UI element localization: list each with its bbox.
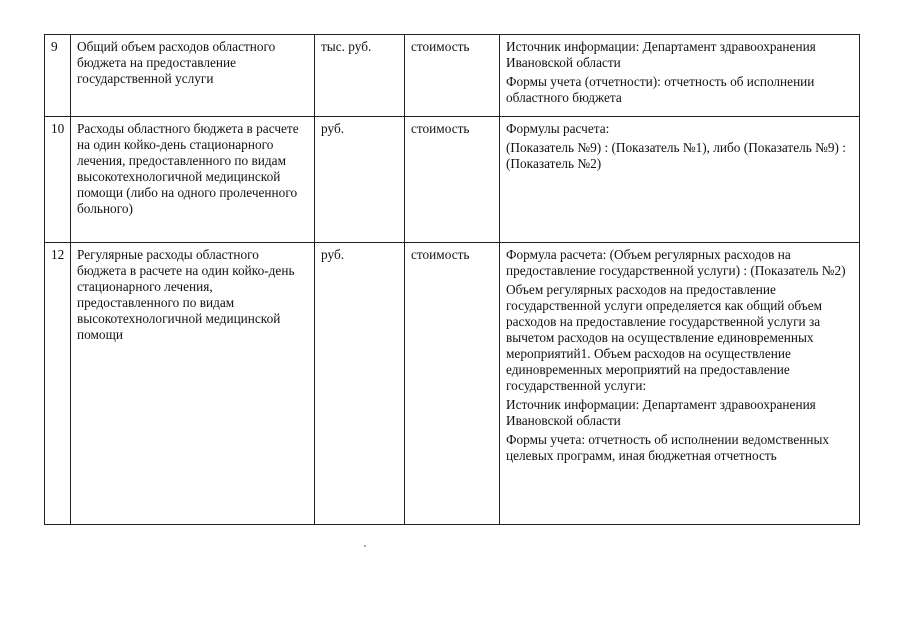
row-number: 12 xyxy=(45,243,71,525)
source-details xyxy=(500,35,860,117)
scan-speck xyxy=(364,545,366,547)
detail-paragraph: (Показатель №9) : (Показатель №1), либо (Показатель №9) : (Показатель №2) xyxy=(506,140,846,171)
detail-paragraph: Объем регулярных расходов на предоставление государственной услуги определяется как общий объем расходов на предоставление государственной услуги за вычетом расходов на осуществление единовременных мероприятий1. Объем расходов на осуществление единовременных мероприятий на предоставление государственной услуги: xyxy=(506,282,823,393)
indicator-name: Регулярные расходы областного бюджета в расчете на один койко-день стационарного лечения, предоставленного по видам высокотехнологичной медицинской помощи xyxy=(71,243,315,525)
unit-of-measure: тыс. руб. xyxy=(315,35,405,117)
detail-paragraph: Источник информации: Департамент здравоохранения Ивановской области xyxy=(506,39,816,70)
detail-paragraph: Формулы расчета: xyxy=(506,121,610,136)
row-number: 9 xyxy=(45,35,71,117)
table-row xyxy=(45,117,860,243)
indicator-type: стоимость xyxy=(405,35,500,117)
unit-of-measure: руб. xyxy=(315,243,405,525)
row-number: 10 xyxy=(45,117,71,243)
indicator-name: Общий объем расходов областного бюджета на предоставление государственной услуги xyxy=(71,35,315,117)
source-details xyxy=(500,243,860,525)
source-details xyxy=(500,117,860,243)
unit-of-measure: руб. xyxy=(315,117,405,243)
detail-paragraph: Формы учета: отчетность об исполнении ведомственных целевых программ, иная бюджетная отчетность xyxy=(506,432,830,463)
table-row xyxy=(45,243,860,525)
indicators-table xyxy=(44,34,860,525)
indicator-type: стоимость xyxy=(405,243,500,525)
table-row xyxy=(45,35,860,117)
indicator-name: Расходы областного бюджета в расчете на один койко-день стационарного лечения, предоставленного по видам высокотехнологичной медицинской помощи (либо на одного пролеченного больного) xyxy=(71,117,315,243)
indicator-type: стоимость xyxy=(405,117,500,243)
detail-paragraph: Формула расчета: (Объем регулярных расходов на предоставление государственной услуги) : (Показатель №2) xyxy=(506,247,846,278)
detail-paragraph: Источник информации: Департамент здравоохранения Ивановской области xyxy=(506,397,816,428)
detail-paragraph: Формы учета (отчетности): отчетность об исполнении областного бюджета xyxy=(506,74,815,105)
